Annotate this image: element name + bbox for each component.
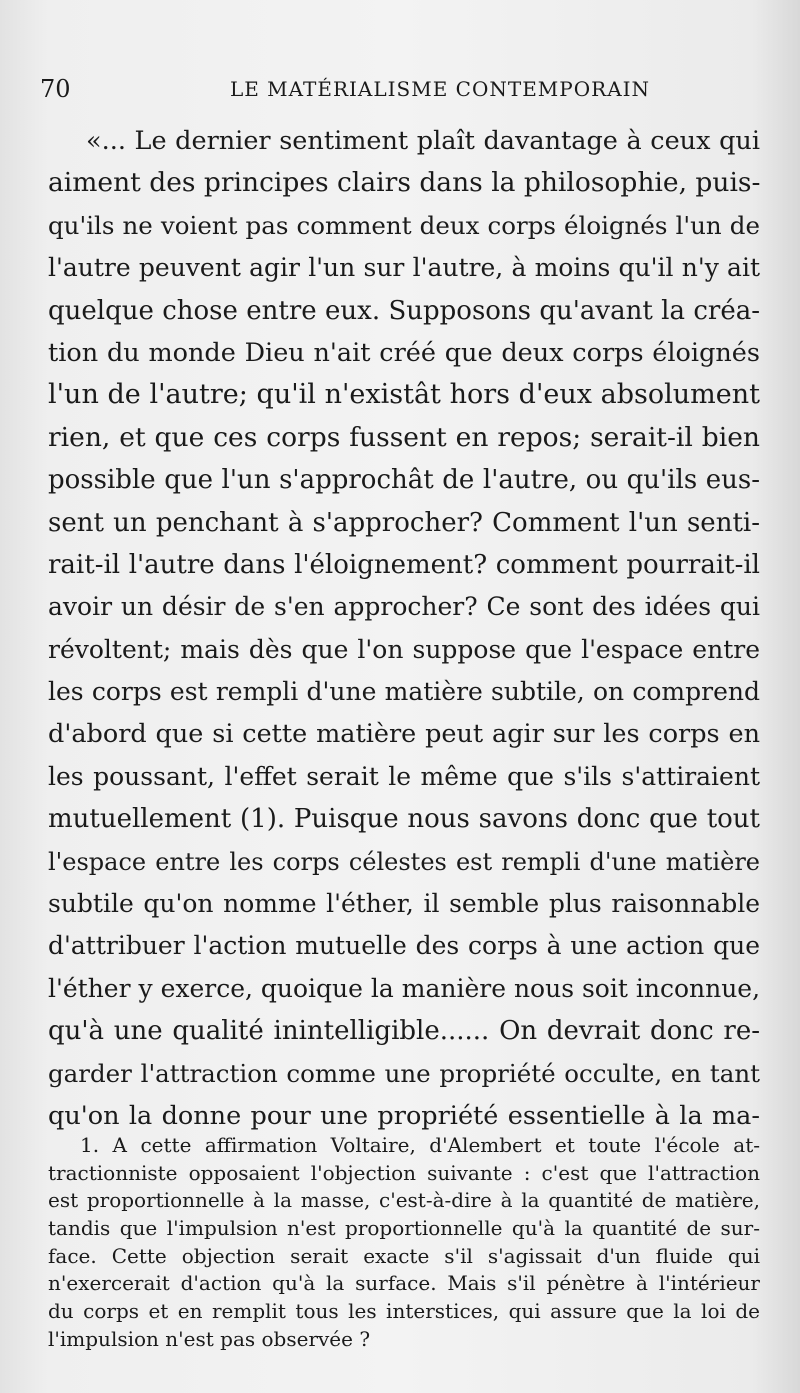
body-line: rait-il l'autre dans l'éloignement? comment pourrait-il (48, 549, 760, 580)
body-text (48, 120, 760, 1137)
page-header (40, 74, 780, 104)
footnote-line: 1. A cette affirmation Voltaire, d'Alembert et toute l'école at- (80, 1133, 760, 1157)
body-line: les corps est rempli d'une matière subtile, on comprend (48, 677, 760, 707)
body-line: quelque chose entre eux. Supposons qu'avant la créa- (48, 295, 760, 326)
page-number: 70 (40, 75, 71, 103)
body-line: l'un de l'autre; qu'il n'existât hors d'eux absolument (48, 379, 760, 411)
body-line: avoir un désir de s'en approcher? Ce sont des idées qui (48, 592, 760, 622)
body-line: aiment des principes clairs dans la philosophie, puis- (48, 167, 761, 199)
footnote (48, 1132, 760, 1354)
body-line: garder l'attraction comme une propriété occulte, en tant (48, 1058, 760, 1088)
body-line: les poussant, l'effet serait le même que s'ils s'attiraient (48, 761, 760, 791)
body-line: possible que l'un s'approchât de l'autre, ou qu'ils eus- (48, 465, 760, 496)
body-line: qu'à une qualité inintelligible...... On devrait donc re- (48, 1016, 760, 1047)
footnote-line: n'exercerait d'action qu'à la surface. Mais s'il pénètre à l'intérieur (48, 1271, 760, 1296)
footnote-line: du corps et en remplit tous les interstices, qui assure que la loi de (48, 1299, 760, 1324)
body-line: d'abord que si cette matière peut agir sur les corps en (48, 719, 760, 750)
body-line: mutuellement (1). Puisque nous savons donc que tout (48, 804, 760, 835)
body-line: d'attribuer l'action mutuelle des corps à une action que (48, 931, 760, 961)
footnote-line: est proportionnelle à la masse, c'est-à-dire à la quantité de matière, (48, 1188, 760, 1213)
body-line: révoltent; mais dès que l'on suppose que l'espace entre (48, 634, 760, 664)
body-line: qu'on la donne pour une propriété essentielle à la ma- (48, 1100, 760, 1131)
body-line: subtile qu'on nomme l'éther, il semble plus raisonnable (48, 889, 760, 919)
body-line: l'éther y exerce, quoique la manière nous soit inconnue, (48, 973, 761, 1003)
footnote-line: l'impulsion n'est pas observée ? (48, 1326, 371, 1351)
footnote-line: tractionniste opposaient l'objection suivante : c'est que l'attraction (48, 1160, 760, 1185)
body-line: tion du monde Dieu n'ait créé que deux corps éloignés (48, 337, 760, 368)
body-line: l'autre peuvent agir l'un sur l'autre, à moins qu'il n'y ait (48, 253, 760, 283)
body-line: qu'ils ne voient pas comment deux corps éloignés l'un de (48, 210, 760, 240)
body-line: rien, et que ces corps fussent en repos; serait-il bien (48, 421, 760, 453)
body-line: «... Le dernier sentiment plaît davantage à ceux qui (86, 126, 760, 156)
body-line: sent un penchant à s'approcher? Comment l'un senti- (48, 507, 760, 538)
footnote-line: face. Cette objection serait exacte s'il s'agissait d'un fluide qui (48, 1243, 760, 1268)
footnote-line: tandis que l'impulsion n'est proportionnelle qu'à la quantité de sur- (48, 1216, 760, 1241)
body-line: l'espace entre les corps célestes est rempli d'une matière (48, 847, 760, 876)
running-title: LE MATÉRIALISME CONTEMPORAIN (229, 77, 651, 101)
